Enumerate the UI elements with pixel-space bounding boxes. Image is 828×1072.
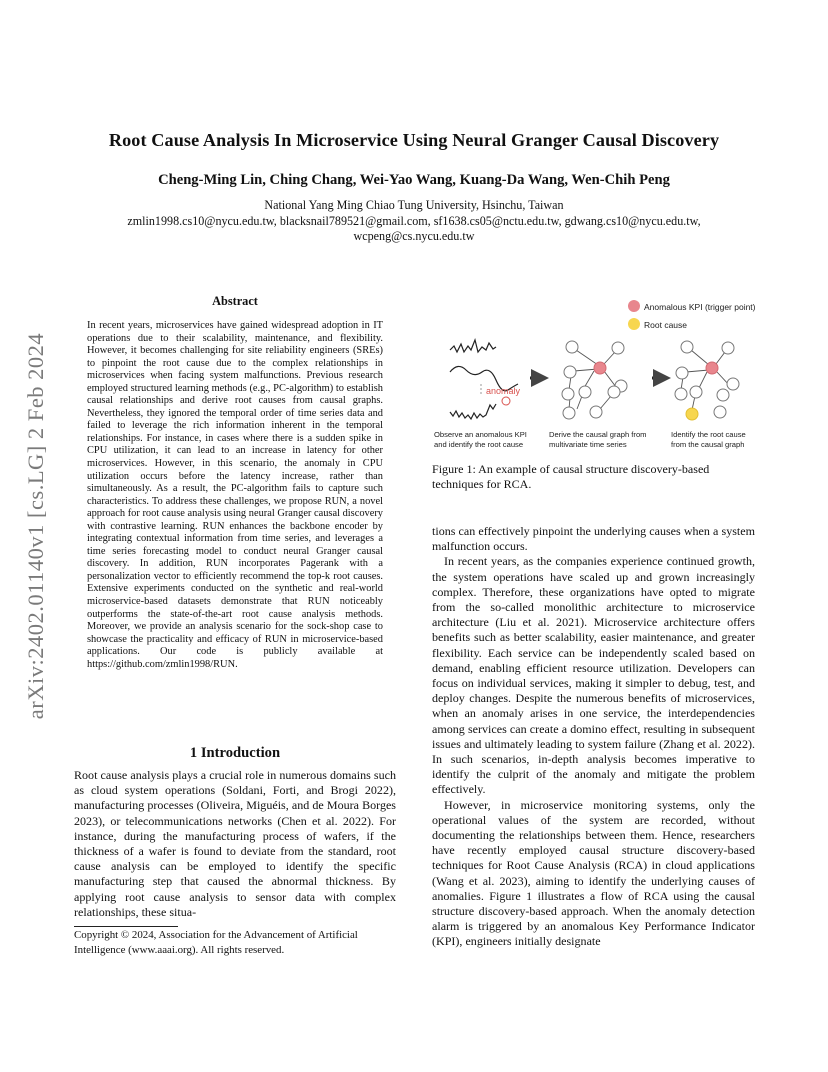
affiliation: National Yang Ming Chiao Tung University, Hsinchu, Taiwan <box>264 198 564 212</box>
intro-paragraph-3: However, in microservice monitoring systems, only the operational values of the system are recorded, without documenting the relationships between them. Hence, researchers have recently employed causal structure discovery-based techniques for Root Cause Analysis (RCA) in cloud applications (Wang et al. 2023), aiming to identify the underlying causes of anomalies. Figure 1 illustrates a flow of RCA using the causal structure discovery-based approach. When the anomaly detection alarm is triggered by an anomalous Key Performance Indicator (KPI), engineers initially designate <box>432 797 755 949</box>
stage-3-caption-line-2: from the causal graph <box>671 440 745 449</box>
figure-1 <box>428 292 760 457</box>
causal-graph-2-nodes <box>675 341 739 420</box>
figure-1-caption: Figure 1: An example of causal structure discovery-based techniques for RCA. <box>432 462 710 492</box>
anomaly-circle <box>502 397 510 405</box>
emails-line-2: wcpeng@cs.nycu.edu.tw <box>353 229 475 243</box>
stage-3-caption-line-1: Identify the root cause <box>671 430 746 439</box>
stage-2-caption-line-1: Derive the causal graph from <box>549 430 647 439</box>
affiliation-block <box>60 198 768 245</box>
intro-paragraph-2: In recent years, as the companies experience continued growth, the system operations have scaled up and grown increasingly complex. Therefore, these organizations have opted to migrate from the so-called monolithic architecture to microservice architecture (Liu et al. 2021). Microservice architecture offers benefits such as better scalability, easier maintenance, and greater flexibility. Each service can be independently scaled based on demand, enabling efficient resource utilization. Developers can focus on individual services, making it simpler to debug, test, and deploy changes. Despite the numerous benefits of microservices, when an anomaly arises in one service, the interdependencies among services can create a domino effect, resulting in subsequent issues and ultimately leading to system failure (Zhang et al. 2022). In such scenarios, in-depth analysis becomes imperative to identify the culprit of the anomaly and mitigate the problem effectively. <box>432 554 755 797</box>
section-heading-introduction: 1 Introduction <box>189 745 281 761</box>
intro-continuation: tions can effectively pinpoint the underlying causes when a system malfunction occurs. <box>432 524 755 554</box>
emails-line-1: zmlin1998.cs10@nycu.edu.tw, blacksnail789521@gmail.com, sf1638.cs05@nctu.edu.tw, gdwang.cs10@nycu.edu.tw, <box>127 213 701 228</box>
stage-1-caption-line-1: Observe an anomalous KPI <box>434 430 527 439</box>
intro-right-column <box>432 524 755 950</box>
legend-anomalous-dot <box>628 300 640 312</box>
anomaly-label: anomaly <box>486 386 521 396</box>
figure-1-diagram <box>428 292 760 457</box>
arxiv-id: arXiv:2402.01140v1 [cs.LG] 2 Feb 2024 <box>23 332 48 720</box>
copyright-footnote <box>74 926 396 958</box>
stage-1-caption-line-2: and identify the root cause <box>434 440 524 449</box>
timeseries-3 <box>450 404 496 419</box>
legend-root-dot <box>628 318 640 330</box>
intro-paragraph-1: Root cause analysis plays a crucial role in numerous domains such as cloud system operations (Soldani, Forti, and Brogi 2022), manufacturing processes (Oliveira, Miguéis, and de Moura Borges 2023), or telecommunications networks (Chen et al. 2022). For instance, during the manufacturing process of wafers, if the thickness of a wafer is found to deviate from the standard, root cause analysis can be employed to identify the specific manufacturing step that caused the abnormal thickness. By applying root cause analysis to sensor data with complex relationships, these situa- <box>74 768 396 919</box>
legend-root-label: Root cause <box>644 320 687 330</box>
intro-left-column <box>74 768 396 920</box>
paper-title: Root Cause Analysis In Microservice Using Neural Granger Causal Discovery <box>108 130 720 150</box>
paper-authors: Cheng-Ming Lin, Ching Chang, Wei-Yao Wang, Kuang-Da Wang, Wen-Chih Peng <box>158 172 670 188</box>
timeseries-1 <box>450 340 496 352</box>
footnote-line-2: Intelligence (www.aaai.org). All rights reserved. <box>74 944 285 956</box>
abstract-heading: Abstract <box>212 294 258 308</box>
arxiv-sidebar <box>20 296 52 756</box>
abstract-text: In recent years, microservices have gained widespread adoption in IT operations due to their scalability, maintenance, and flexibility. However, it becomes challenging for site reliability engineers (SREs) to pinpoint the root cause due to the complex relationships in microservices when facing system malfunctions. Previous research employed structured learning methods (e.g., PC-algorithm) to establish causal relationships and derive root causes from causal graphs. Nevertheless, they ignored the temporal order of time series data and failed to leverage the rich information inherent in the temporal relationships. For instance, in cases where there is a sudden spike in CPU utilization, it can lead to an increase in latency for other microservices. However, in this scenario, the anomaly in CPU utilization occurs before the latency increase, rather than simultaneously. As a result, the PC-algorithm fails to capture such characteristics. To address these challenges, we propose RUN, a novel approach for root cause analysis using neural Granger causal discovery with contrastive learning. RUN enhances the backbone encoder by integrating contextual information from time series, and leverages a time series forecasting model to conduct neural Granger causal discovery. In addition, RUN incorporates Pagerank with a personalization vector to efficiently recommend the top-k root causes. Extensive experiments conducted on the synthetic and real-world microservice-based datasets demonstrate that RUN noticeably outperforms the state-of-the-art root cause analysis methods. Moreover, we provide an analysis scenario for the sock-shop case to showcase the practicality and efficacy of RUN in microservice-based applications. Our code is publicly available at https://github.com/zmlin1998/RUN. <box>87 320 383 670</box>
legend-anomalous-label: Anomalous KPI (trigger point) <box>644 302 756 312</box>
causal-graph-1-nodes <box>562 341 627 419</box>
footnote-line-1: Copyright © 2024, Association for the Advancement of Artificial <box>74 929 358 941</box>
stage-2-caption-line-2: multivariate time series <box>549 440 627 449</box>
causal-graph-1-edges <box>569 350 616 409</box>
